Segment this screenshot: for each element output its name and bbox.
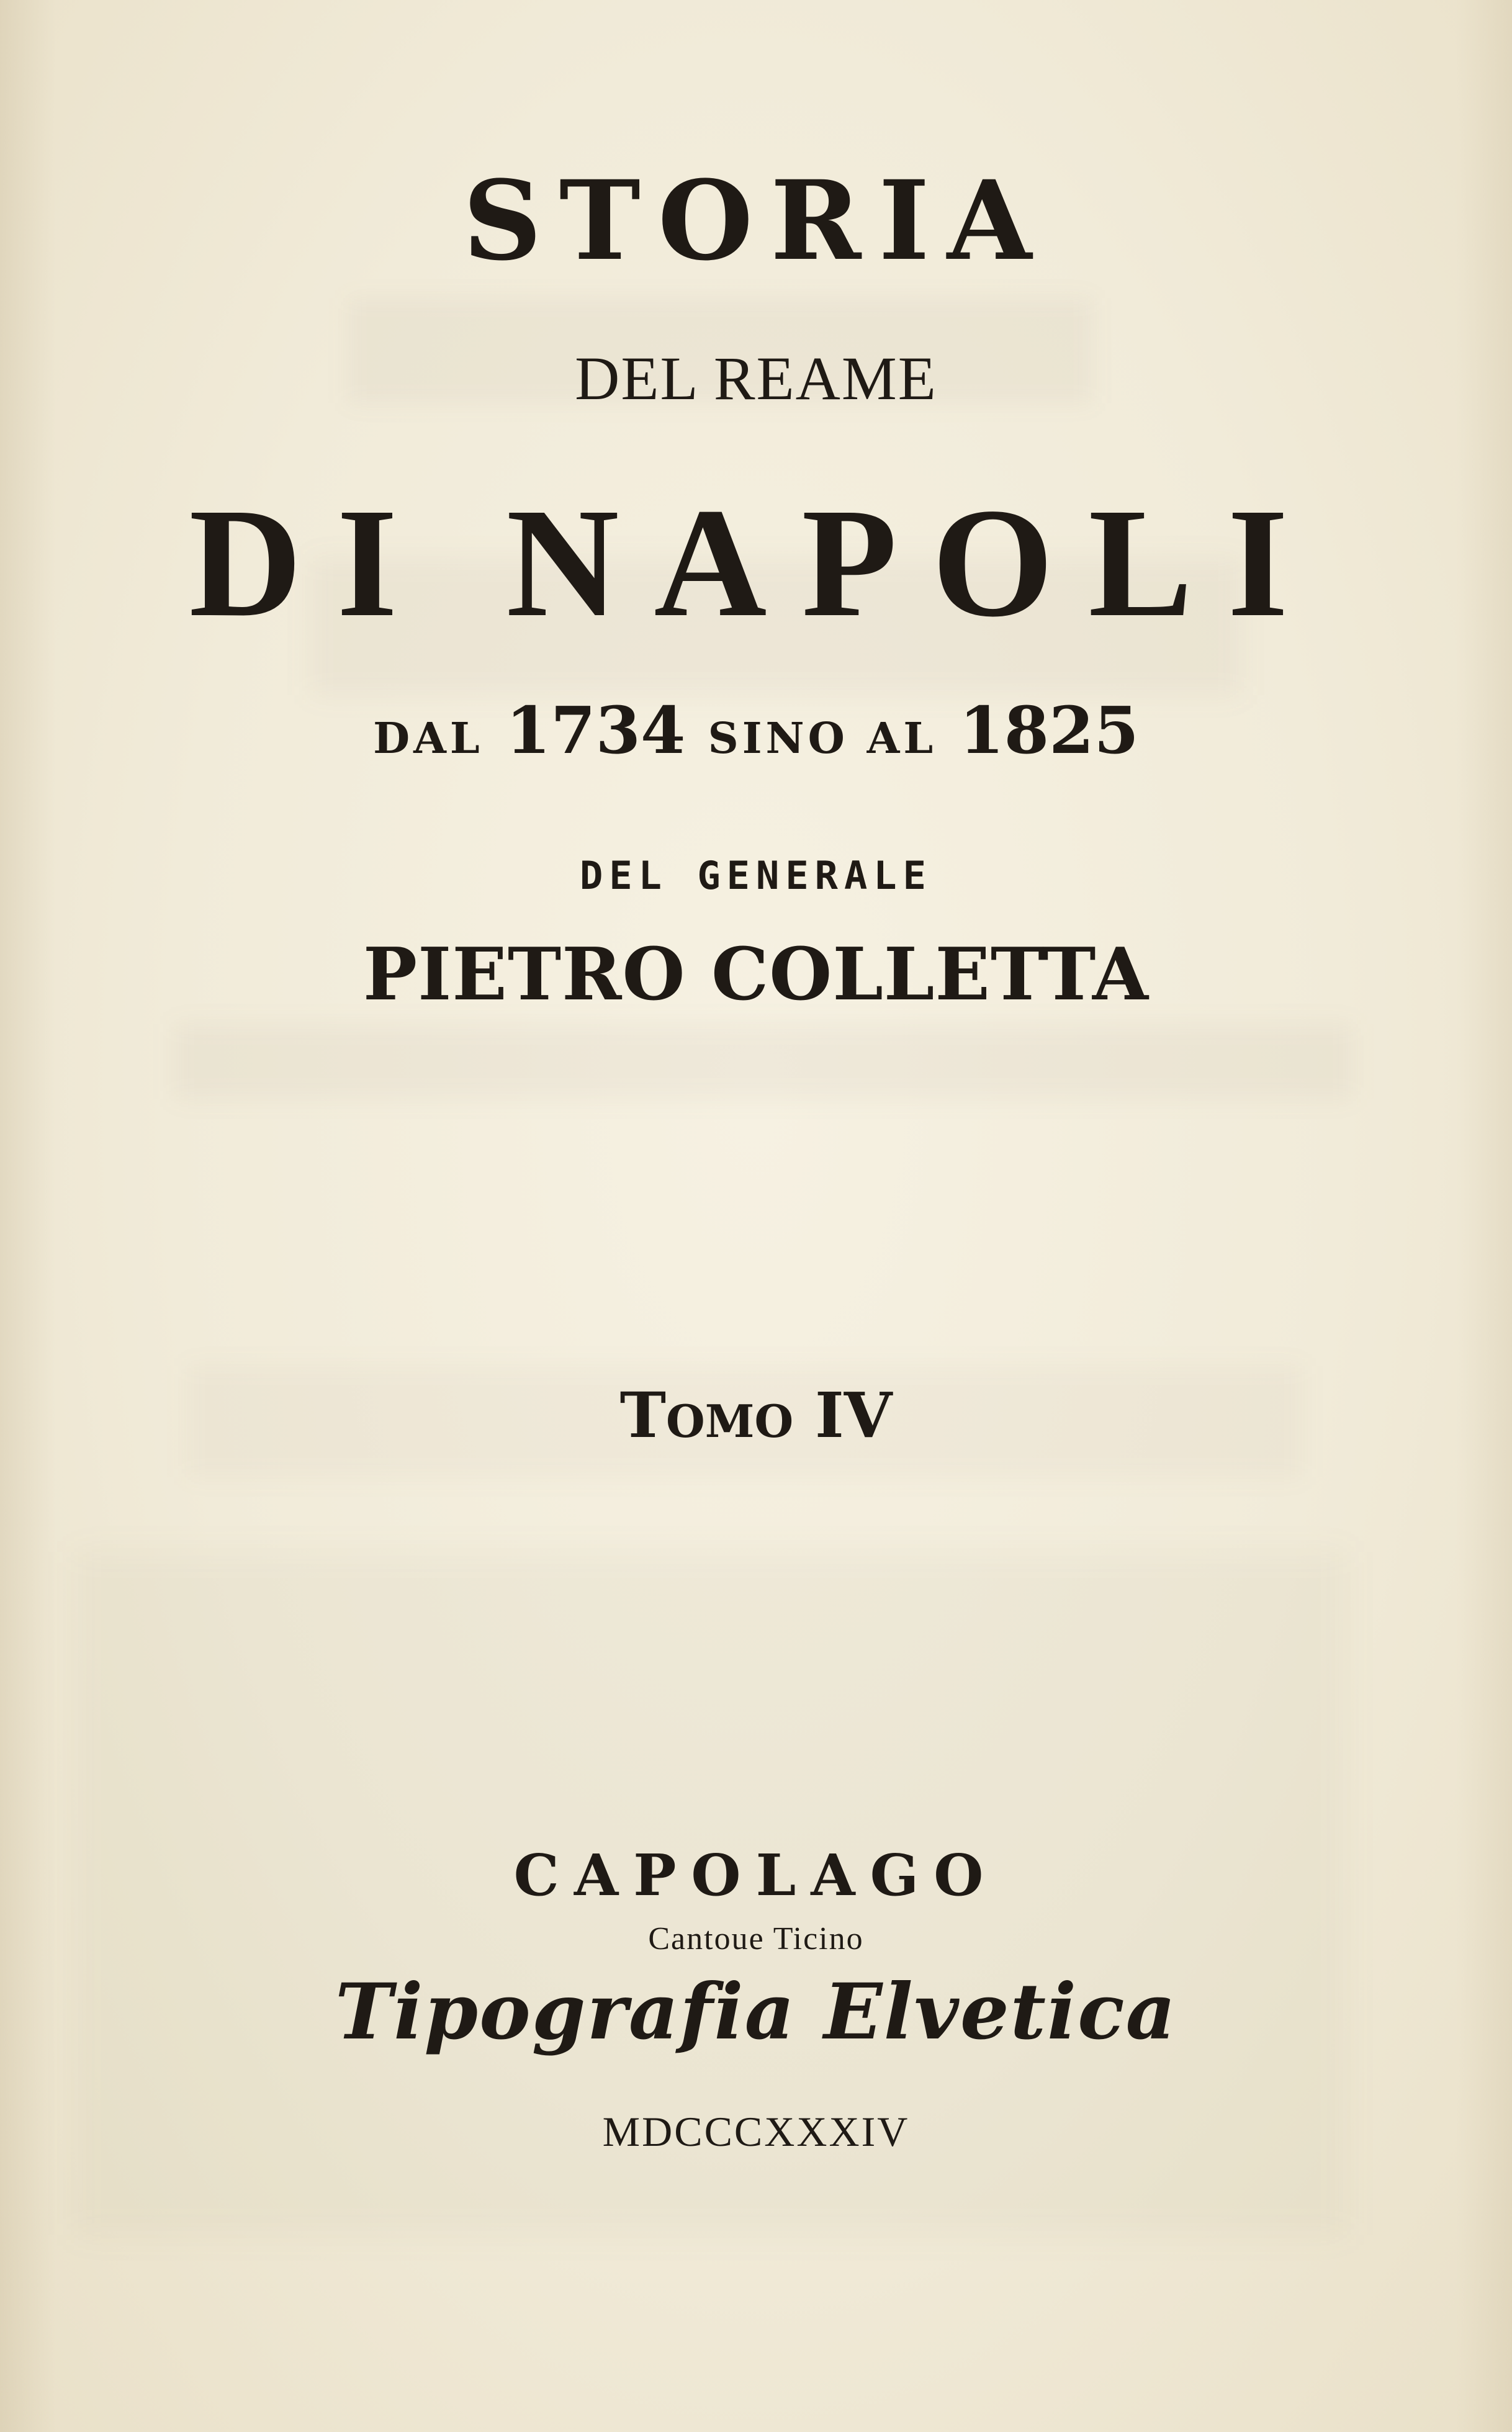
- date-sino-al: SINO AL: [708, 714, 937, 763]
- title-di-napoli: DI NAPOLI: [189, 475, 1323, 649]
- volume-label: [0, 1379, 1512, 1452]
- volume-number: IV: [815, 1379, 893, 1452]
- imprint-printer: Tipografia Elvetica: [335, 1967, 1177, 2057]
- volume-tomo-rest: OMO: [666, 1395, 794, 1448]
- author-prefix: DEL GENERALE: [580, 853, 932, 898]
- date-dal: DAL: [373, 714, 484, 763]
- author-name: PIETRO COLLETTA: [362, 932, 1150, 1017]
- date-to-year: 1825: [959, 692, 1139, 768]
- date-from-year: 1734: [505, 692, 686, 768]
- date-range: [0, 692, 1512, 768]
- title-del-reame: DEL REAME: [575, 344, 937, 413]
- imprint-region: Cantoue Ticino: [648, 1921, 864, 1957]
- title-storia: STORIA: [462, 156, 1050, 285]
- volume-tomo-initial: T: [619, 1379, 667, 1452]
- imprint-place: CAPOLAGO: [513, 1842, 999, 1909]
- imprint-year: MDCCCXXXIV: [602, 2108, 910, 2155]
